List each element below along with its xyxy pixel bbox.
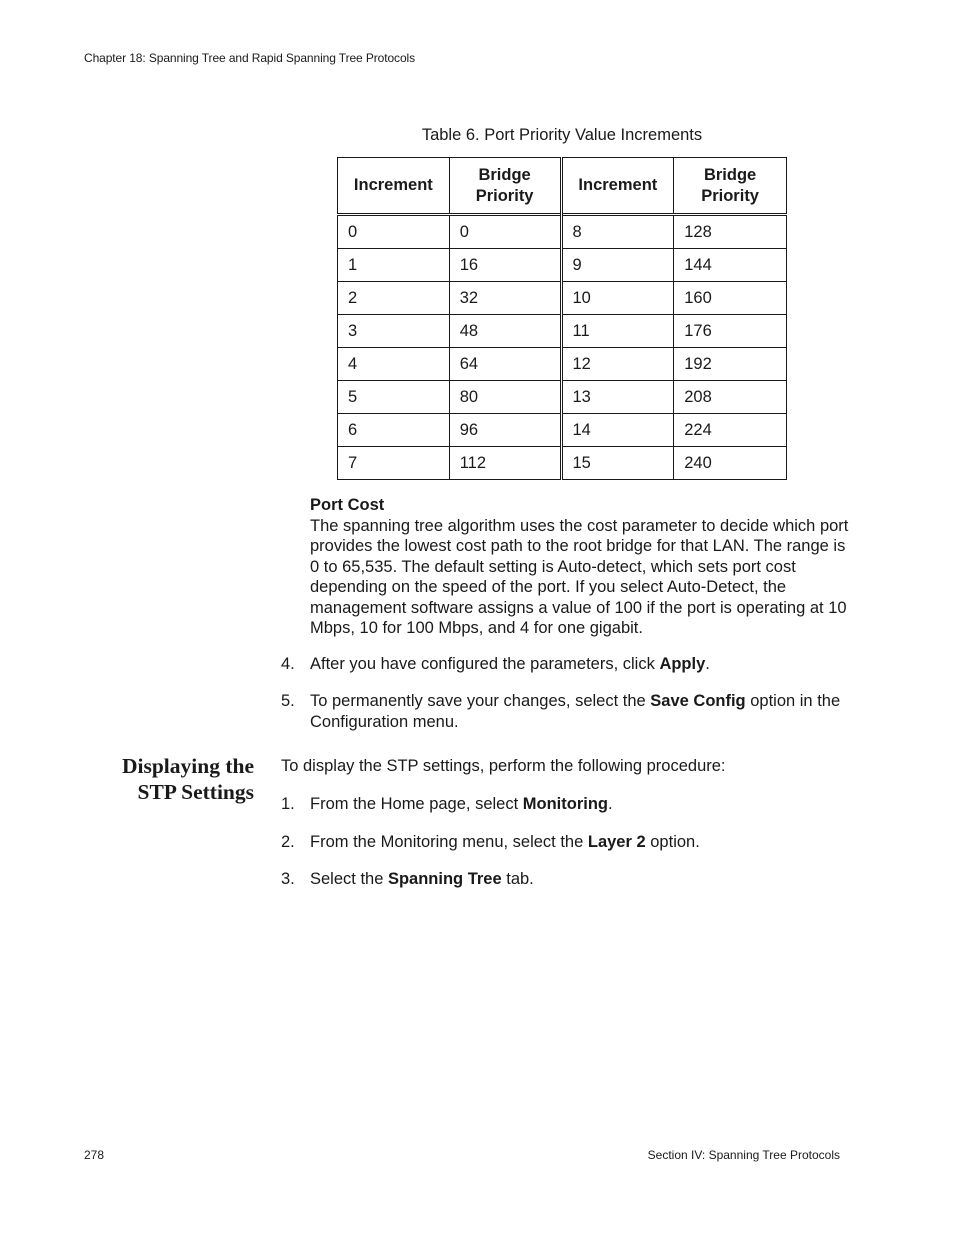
table-cell: 14 (561, 414, 674, 447)
port-cost-body: The spanning tree algorithm uses the cost parameter to decide which port provides the lowest cost path to the root bridge for that LAN. The range is 0 to 65,535. The default setting is Auto-detect, which sets port cost depending on the speed of the port. If you select Auto-Detect, the management software assigns a value of 100 if the port is operating at 10 Mbps, 10 for 100 Mbps, and 4 for one gigabit. (310, 516, 849, 637)
port-priority-table (337, 157, 787, 480)
table-cell: 12 (561, 348, 674, 381)
step-number: 3. (281, 870, 295, 888)
table-header-cell: Bridge Priority (674, 158, 787, 215)
table-cell: 0 (338, 215, 450, 249)
table-cell: 5 (338, 381, 450, 414)
table-row (338, 381, 787, 414)
step-text: Select the Spanning Tree tab. (310, 870, 534, 888)
table-cell: 16 (449, 249, 561, 282)
table-cell: 192 (674, 348, 787, 381)
table-row (338, 215, 787, 249)
table-cell: 112 (449, 447, 561, 480)
table-cell: 3 (338, 315, 450, 348)
table-cell: 13 (561, 381, 674, 414)
step-number: 1. (281, 795, 295, 813)
step-number: 5. (281, 692, 295, 710)
table-row (338, 348, 787, 381)
table-cell: 9 (561, 249, 674, 282)
table-cell: 2 (338, 282, 450, 315)
table-header-cell: Increment (561, 158, 674, 215)
table-header-row (338, 158, 787, 215)
running-header: Chapter 18: Spanning Tree and Rapid Spanning Tree Protocols (84, 51, 415, 65)
table-cell: 8 (561, 215, 674, 249)
table-caption: Table 6. Port Priority Value Increments (421, 126, 703, 144)
port-cost-title: Port Cost (310, 496, 385, 514)
table-cell: 48 (449, 315, 561, 348)
table-cell: 1 (338, 249, 450, 282)
table-row (338, 315, 787, 348)
table-cell: 160 (674, 282, 787, 315)
section-intro: To display the STP settings, perform the following procedure: (281, 757, 726, 775)
step-text: From the Monitoring menu, select the Layer 2 option. (310, 833, 700, 851)
step-text: To permanently save your changes, select the Save Config option in the Configuration menu. (310, 692, 841, 731)
table-cell: 208 (674, 381, 787, 414)
step-number: 4. (281, 655, 295, 673)
table-row (338, 414, 787, 447)
table-cell: 15 (561, 447, 674, 480)
table-cell: 64 (449, 348, 561, 381)
port-cost-section (310, 495, 850, 639)
table-row (338, 249, 787, 282)
table-cell: 4 (338, 348, 450, 381)
table-cell: 32 (449, 282, 561, 315)
table-header-cell: Increment (338, 158, 450, 215)
table-cell: 0 (449, 215, 561, 249)
running-footer: Section IV: Spanning Tree Protocols (647, 1148, 840, 1162)
page-number: 278 (84, 1148, 105, 1162)
step-text: From the Home page, select Monitoring. (310, 795, 613, 813)
table-cell: 96 (449, 414, 561, 447)
table-cell: 240 (674, 447, 787, 480)
section-heading: Displaying the STP Settings (121, 754, 254, 804)
table-cell: 6 (338, 414, 450, 447)
table-cell: 224 (674, 414, 787, 447)
table-cell: 80 (449, 381, 561, 414)
table-cell: 10 (561, 282, 674, 315)
table-cell: 176 (674, 315, 787, 348)
table-cell: 11 (561, 315, 674, 348)
step-text: After you have configured the parameters, click Apply. (310, 655, 710, 673)
table-cell: 7 (338, 447, 450, 480)
step-number: 2. (281, 833, 295, 851)
table-header-cell: Bridge Priority (449, 158, 561, 215)
table-row (338, 282, 787, 315)
table-cell: 128 (674, 215, 787, 249)
table-row (338, 447, 787, 480)
table-cell: 144 (674, 249, 787, 282)
